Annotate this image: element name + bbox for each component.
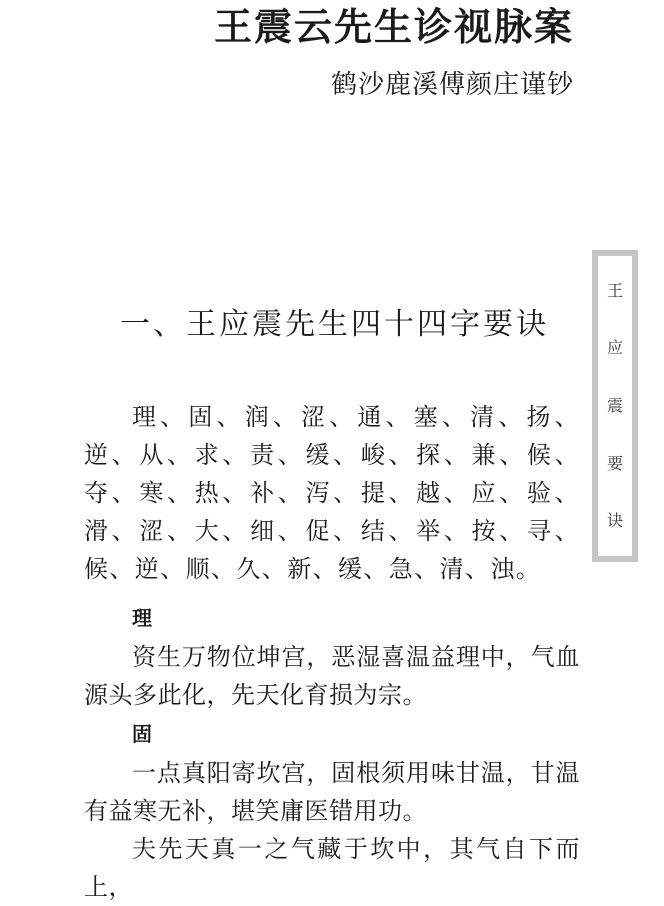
entry-text: 资生万物位坤宫，恶湿喜温益理中，气血源头多此化，先天化育损为宗。 bbox=[84, 643, 580, 709]
side-thumb-tab bbox=[592, 250, 638, 562]
side-tab-char: 王 bbox=[606, 280, 623, 300]
entry-text: 一点真阳寄坎宫，固根须用味甘温，甘温有益寒无补，堪笑庸医错用功。 bbox=[84, 759, 580, 825]
author-byline: 鹤沙鹿溪傅颜庄谨钞 bbox=[330, 70, 574, 100]
side-tab-char: 诀 bbox=[606, 511, 623, 531]
continuation-paragraph: 夫先天真一之气藏于坎中，其气自下而上， bbox=[84, 835, 580, 901]
side-tab-panel bbox=[598, 256, 632, 556]
entry-term: 固 bbox=[132, 722, 152, 746]
keywords-paragraph: 理、固、润、涩、通、塞、清、扬、逆、从、求、责、缓、峻、探、兼、候、夺、寒、热、补、泻、提、越、应、验、滑、涩、大、细、促、结、举、按、寻、候、逆、顺、久、新、缓、急、清、浊。 bbox=[84, 403, 580, 583]
body-text bbox=[84, 398, 580, 906]
entry-term: 理 bbox=[132, 606, 152, 630]
side-tab-char: 要 bbox=[606, 453, 623, 473]
side-tab-char: 应 bbox=[606, 338, 623, 358]
section-heading: 一、王应震先生四十四字要诀 bbox=[120, 307, 549, 342]
book-title: 王震云先生诊视脉案 bbox=[213, 5, 574, 49]
side-tab-char: 震 bbox=[606, 395, 623, 415]
